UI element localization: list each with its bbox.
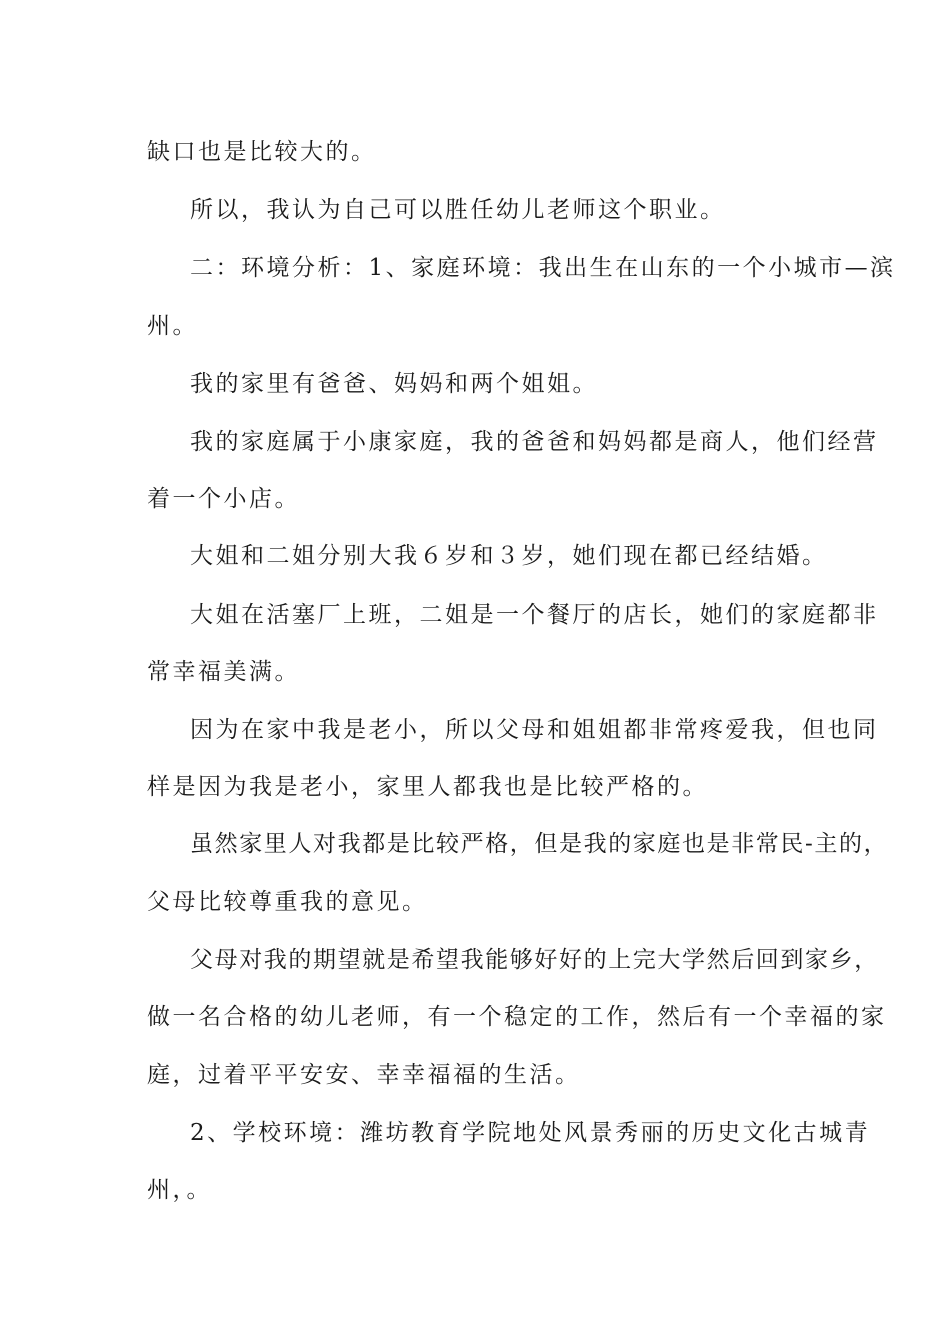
text-line: 州，。	[147, 1177, 212, 1203]
text-line: 虽然家里人对我都是比较严格，但是我的家庭也是非常民-主的，	[190, 831, 889, 857]
text-line: 父母比较尊重我的意见。	[147, 889, 428, 915]
text-line: 州。	[147, 313, 198, 339]
text-line: 所以，我认为自己可以胜任幼儿老师这个职业。	[190, 197, 726, 223]
text-line: 我的家里有爸爸、妈妈和两个姐姐。	[190, 371, 598, 397]
text-line: 缺口也是比较大的。	[147, 139, 377, 165]
text-line: 大姐和二姐分别大我６岁和３岁，她们现在都已经结婚。	[190, 543, 828, 569]
text-line: 着一个小店。	[147, 486, 300, 512]
text-line: 二：环境分析：1、家庭环境：我出生在山东的一个小城市—滨	[190, 255, 896, 281]
text-line: 庭，过着平平安安、幸幸福福的生活。	[147, 1062, 581, 1088]
text-line: 做一名合格的幼儿老师，有一个稳定的工作，然后有一个幸福的家	[147, 1004, 887, 1030]
text-line: 因为在家中我是老小，所以父母和姐姐都非常疼爱我，但也同	[190, 717, 879, 743]
text-line: 常幸福美满。	[147, 659, 300, 685]
text-line: 2、学校环境：潍坊教育学院地处风景秀丽的历史文化古城青	[190, 1120, 871, 1146]
text-line: 大姐在活塞厂上班，二姐是一个餐厅的店长，她们的家庭都非	[190, 602, 879, 628]
text-line: 我的家庭属于小康家庭，我的爸爸和妈妈都是商人，他们经营	[190, 429, 879, 455]
text-line: 样是因为我是老小，家里人都我也是比较严格的。	[147, 774, 708, 800]
text-line: 父母对我的期望就是希望我能够好好的上完大学然后回到家乡，	[190, 947, 879, 973]
